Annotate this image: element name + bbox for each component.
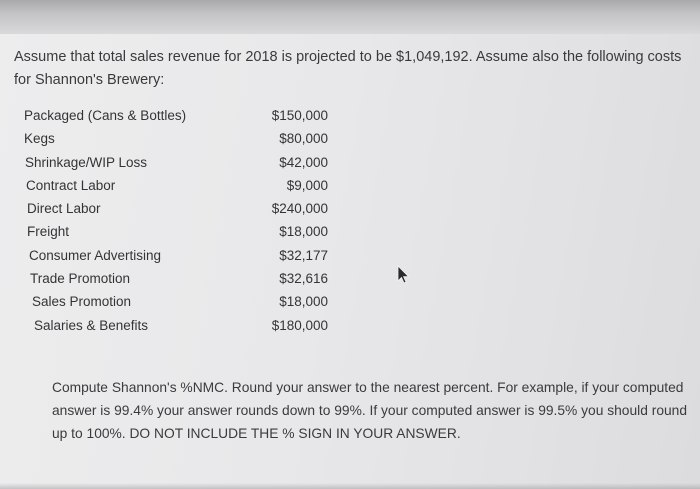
cost-label: Sales Promotion [32,294,132,310]
cost-value: $9,000 [286,177,328,193]
cost-row [22,127,342,150]
cost-row [22,104,342,127]
cost-value: $150,000 [271,108,328,123]
cost-label: Trade Promotion [30,271,131,287]
cost-label: Consumer Advertising [29,247,162,263]
cost-label: Packaged (Cans & Bottles) [24,108,187,123]
mouse-pointer-icon [396,265,410,285]
cost-value: $32,616 [279,271,328,287]
monitor-bezel [0,0,700,34]
cost-value: $240,000 [271,201,328,217]
cost-label: Shrinkage/WIP Loss [25,154,148,170]
screen-bottom-edge [0,483,700,489]
cost-label: Salaries & Benefits [34,317,149,333]
cost-label: Direct Labor [27,201,101,217]
costs-table [22,104,342,337]
cost-value: $42,000 [279,154,328,170]
cost-label: Contract Labor [26,177,116,193]
cost-label: Kegs [24,131,55,147]
cost-row [22,290,342,313]
cost-value: $80,000 [279,131,328,147]
cost-label: Freight [27,224,70,240]
cost-row [22,267,342,290]
cost-row [22,314,342,337]
cost-row [22,197,342,220]
cost-value: $32,177 [279,247,328,263]
cost-value: $180,000 [271,317,328,333]
cost-value: $18,000 [279,294,328,310]
intro-text: Assume that total sales revenue for 2018 is projected to be $1,049,192. Assume also the following costs for Shannon's Brewery: [14,49,682,88]
question-text: Compute Shannon's %NMC. Round your answer to the nearest percent. For example, if your computed answer is 99.4% your answer rounds down to 99%. If your computed answer is 99.5% you should round up to 100%. DO NOT INCLUDE THE % SIGN IN YOUR ANSWER. [52,380,688,441]
cost-row [22,244,342,267]
cost-value: $18,000 [279,224,328,240]
cost-row [22,151,342,174]
cost-row [22,220,342,243]
cost-row [22,174,342,197]
